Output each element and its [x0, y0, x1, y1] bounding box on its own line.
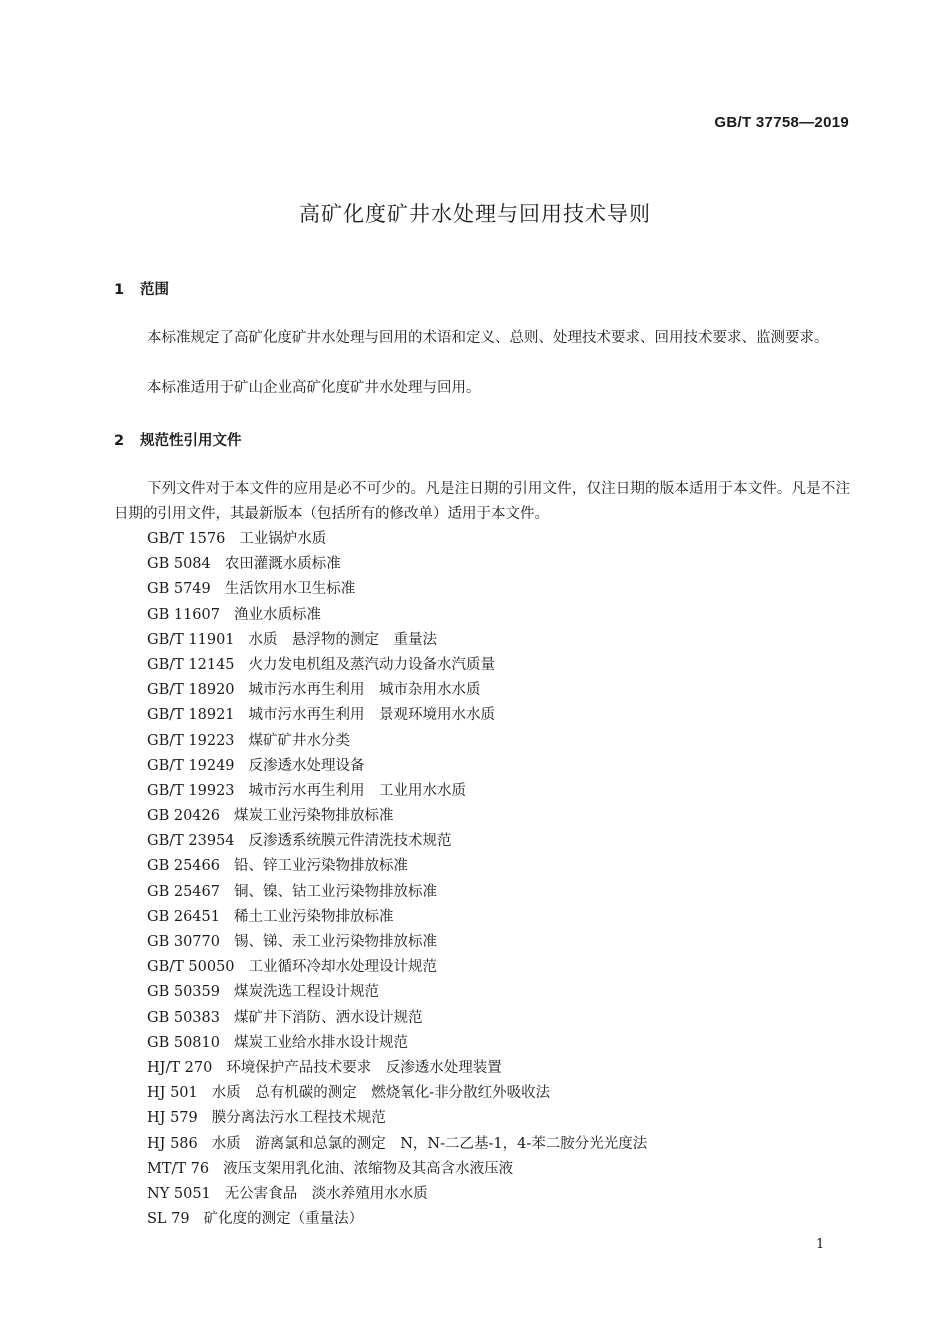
reference-title: 工业锅炉水质 — [239, 531, 327, 547]
reference-item — [147, 1006, 647, 1031]
reference-title: 火力发电机组及蒸汽动力设备水汽质量 — [248, 656, 496, 673]
reference-title: 矿化度的测定（重量法） — [203, 1211, 364, 1228]
section-1-number: 1 — [114, 282, 125, 298]
section-2-number: 2 — [114, 433, 125, 449]
reference-code: GB/T 18921 — [147, 707, 235, 724]
reference-code: MT/T 76 — [147, 1160, 210, 1177]
reference-list — [147, 527, 647, 1232]
reference-code: GB 25466 — [147, 858, 220, 875]
reference-code: GB/T 19223 — [147, 732, 235, 749]
reference-code: GB/T 1576 — [147, 531, 226, 547]
reference-title: 环境保护产品技术要求 反渗透水处理装置 — [226, 1059, 502, 1076]
reference-item — [147, 552, 647, 577]
reference-item — [147, 1056, 647, 1081]
reference-item — [147, 829, 647, 854]
reference-code: GB 20426 — [147, 808, 220, 825]
reference-item — [147, 628, 647, 653]
reference-code: GB/T 23954 — [147, 833, 235, 850]
reference-code: GB/T 12145 — [147, 656, 235, 673]
reference-code: GB 26451 — [147, 908, 220, 925]
reference-title: 城市污水再生利用 城市杂用水水质 — [248, 682, 481, 699]
reference-code: GB/T 19923 — [147, 782, 235, 799]
reference-item — [147, 1207, 647, 1232]
reference-item — [147, 1031, 647, 1056]
reference-title: 反渗透水处理设备 — [248, 757, 365, 774]
reference-code: GB 30770 — [147, 934, 220, 950]
reference-title: 城市污水再生利用 景观环境用水水质 — [248, 707, 496, 724]
reference-code: HJ 586 — [147, 1135, 198, 1152]
reference-item — [147, 754, 647, 779]
reference-title: 铅、锌工业污染物排放标准 — [233, 858, 408, 875]
reference-title: 煤炭工业给水排水设计规范 — [233, 1034, 408, 1051]
reference-code: GB/T 18920 — [147, 682, 235, 699]
reference-item — [147, 729, 647, 754]
reference-title: 水质 总有机碳的测定 燃烧氧化-非分散红外吸收法 — [211, 1085, 551, 1102]
reference-code: HJ 501 — [147, 1085, 198, 1102]
reference-title: 水质 悬浮物的测定 重量法 — [248, 631, 438, 648]
reference-title: 锡、锑、汞工业污染物排放标准 — [233, 934, 437, 950]
reference-title: 反渗透系统膜元件清洗技术规范 — [248, 833, 452, 850]
reference-item — [147, 930, 647, 955]
reference-item — [147, 955, 647, 980]
reference-item — [147, 880, 647, 905]
page-number: 1 — [816, 1237, 825, 1252]
section-2-heading — [114, 429, 242, 450]
reference-code: SL 79 — [147, 1211, 190, 1228]
reference-item — [147, 1081, 647, 1106]
reference-item — [147, 905, 647, 930]
section-1-title: 范围 — [140, 282, 169, 298]
section-2-title: 规范性引用文件 — [140, 433, 242, 449]
reference-code: GB 5749 — [147, 581, 211, 598]
reference-title: 无公害食品 淡水养殖用水水质 — [224, 1185, 428, 1202]
reference-item — [147, 678, 647, 703]
reference-item — [147, 527, 647, 552]
reference-code: GB 11607 — [147, 606, 220, 623]
standard-code: GB/T 37758—2019 — [714, 114, 849, 131]
reference-title: 煤矿井下消防、洒水设计规范 — [233, 1009, 423, 1026]
reference-title: 工业循环冷却水处理设计规范 — [248, 959, 438, 976]
reference-item — [147, 804, 647, 829]
reference-code: NY 5051 — [147, 1185, 211, 1202]
reference-title: 煤炭工业污染物排放标准 — [233, 808, 394, 825]
reference-code: GB 25467 — [147, 883, 220, 900]
reference-title: 农田灌溉水质标准 — [224, 556, 341, 573]
reference-item — [147, 1106, 647, 1131]
reference-item — [147, 779, 647, 804]
reference-code: GB 50359 — [147, 984, 220, 1001]
section-1-heading — [114, 278, 169, 299]
reference-title: 煤炭洗选工程设计规范 — [233, 984, 379, 1001]
reference-title: 稀土工业污染物排放标准 — [233, 908, 394, 925]
reference-code: GB 5084 — [147, 556, 211, 573]
reference-item — [147, 1157, 647, 1182]
reference-code: GB/T 50050 — [147, 959, 235, 976]
reference-title: 铜、镍、钴工业污染物排放标准 — [233, 883, 437, 900]
reference-title: 生活饮用水卫生标准 — [224, 581, 356, 598]
reference-title: 液压支架用乳化油、浓缩物及其高含水液压液 — [223, 1160, 514, 1177]
reference-title: 渔业水质标准 — [233, 606, 321, 623]
reference-title: 膜分离法污水工程技术规范 — [211, 1110, 386, 1127]
reference-item — [147, 1182, 647, 1207]
reference-title: 城市污水再生利用 工业用水水质 — [248, 782, 467, 799]
reference-item — [147, 854, 647, 879]
reference-code: HJ/T 270 — [147, 1059, 213, 1076]
reference-code: GB 50383 — [147, 1009, 220, 1026]
scope-paragraph-1: 本标准规定了高矿化度矿井水处理与回用的术语和定义、总则、处理技术要求、回用技术要求、监测要求。 — [147, 330, 829, 346]
reference-title: 水质 游离氯和总氯的测定 N，N-二乙基-1，4-苯二胺分光光度法 — [211, 1135, 648, 1152]
reference-code: HJ 579 — [147, 1110, 198, 1127]
references-intro: 下列文件对于本文件的应用是必不可少的。凡是注日期的引用文件，仅注日期的版本适用于本文件。凡是不注日期的引用文件，其最新版本（包括所有的修改单）适用于本文件。 — [114, 481, 850, 522]
reference-code: GB 50810 — [147, 1034, 220, 1051]
reference-item — [147, 653, 647, 678]
reference-item — [147, 577, 647, 602]
scope-paragraph-2: 本标准适用于矿山企业高矿化度矿井水处理与回用。 — [147, 380, 481, 396]
reference-item — [147, 703, 647, 728]
reference-code: GB/T 11901 — [147, 631, 235, 648]
reference-title: 煤矿矿井水分类 — [248, 732, 351, 749]
reference-item — [147, 980, 647, 1005]
document-title: 高矿化度矿井水处理与回用技术导则 — [299, 202, 651, 226]
reference-code: GB/T 19249 — [147, 757, 235, 774]
reference-item — [147, 603, 647, 628]
reference-item — [147, 1132, 647, 1157]
